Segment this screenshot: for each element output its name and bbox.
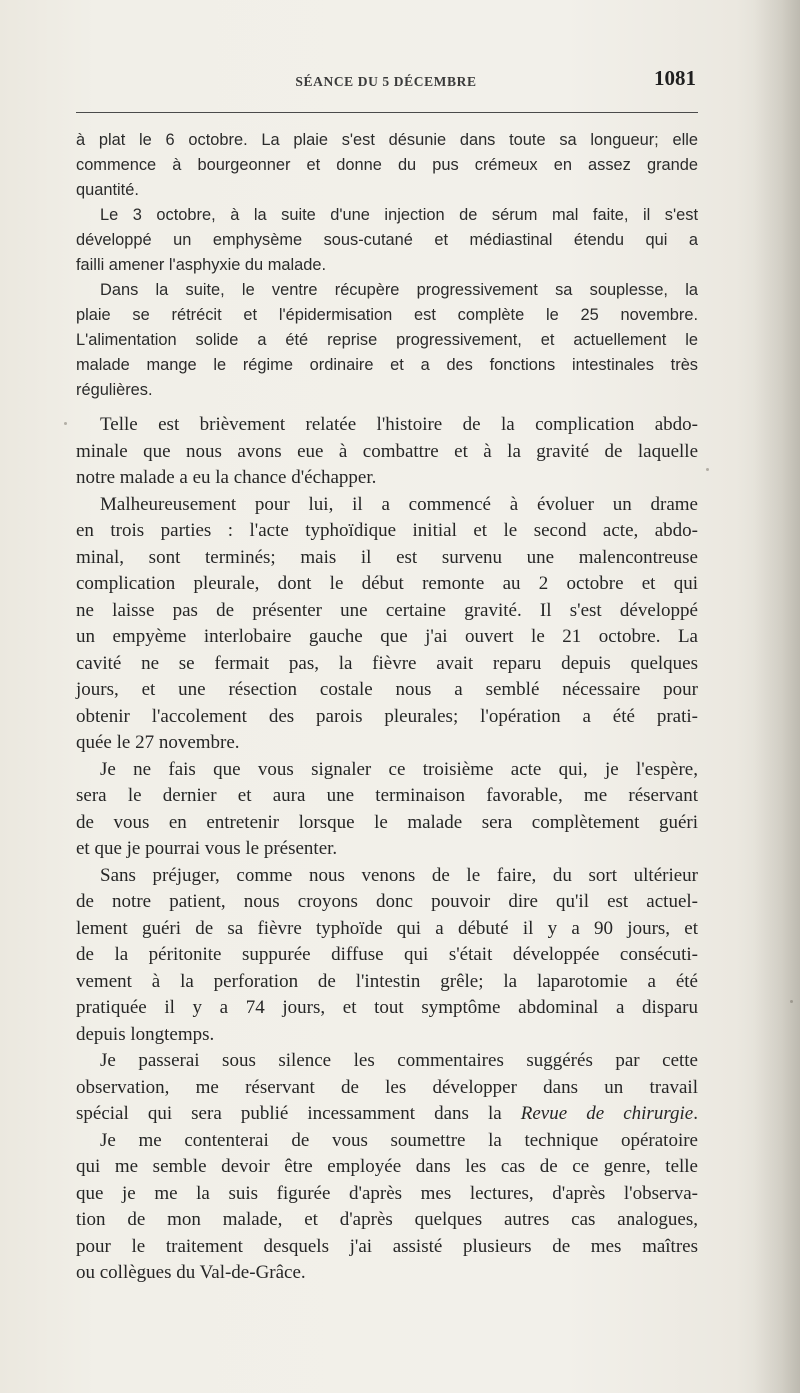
text-line: Telle est brièvement relatée l'histoire de la complication abdo- bbox=[100, 414, 698, 435]
text-line: ne laisse pas de présenter une certaine gravité. Il s'est développé bbox=[76, 599, 698, 621]
case-report-notes bbox=[76, 128, 698, 403]
page-number: 1081 bbox=[654, 66, 696, 90]
paragraph bbox=[76, 412, 698, 492]
text-line: malade mange le régime ordinaire et a des fonctions intestinales très bbox=[76, 356, 698, 374]
text-line: cavité ne se fermait pas, la fièvre avait reparu depuis quelques bbox=[76, 652, 698, 674]
scan-speck bbox=[790, 1000, 793, 1003]
running-title: SÉANCE DU 5 DÉCEMBRE bbox=[295, 74, 477, 89]
text-line: failli amener l'asphyxie du malade. bbox=[76, 256, 327, 274]
text-line: pour le traitement desquels j'ai assisté plusieurs de mes maîtres bbox=[76, 1235, 698, 1257]
text-line: vement à la perforation de l'intestin grêle; la laparotomie a été bbox=[76, 970, 698, 992]
text-line: de notre patient, nous croyons donc pouvoir dire qu'il est actuel- bbox=[76, 891, 698, 912]
text-line: minal, sont terminés; mais il est survenu une malencontreuse bbox=[76, 546, 698, 568]
paragraph bbox=[76, 278, 698, 403]
paragraph bbox=[76, 128, 698, 203]
text-line: Sans préjuger, comme nous venons de le faire, du sort ultérieur bbox=[100, 864, 698, 886]
text-line: tion de mon malade, et d'après quelques autres cas analogues, bbox=[76, 1209, 698, 1230]
text-run: . bbox=[693, 1103, 698, 1124]
text-line: pratiquée il y a 74 jours, et tout symptôme abdominal a disparu bbox=[76, 997, 698, 1018]
text-line: complication pleurale, dont le début remonte au 2 octobre et qui bbox=[76, 573, 698, 594]
text-line: en trois parties : l'acte typhoïdique initial et le second acte, abdo- bbox=[76, 520, 698, 541]
text-line: sera le dernier et aura une terminaison favorable, me réservant bbox=[76, 785, 698, 806]
text-line: régulières. bbox=[76, 381, 153, 399]
paragraph bbox=[76, 863, 698, 1049]
paragraph bbox=[76, 1128, 698, 1287]
journal-title: Revue de chirurgie bbox=[520, 1103, 694, 1124]
paragraph bbox=[76, 1048, 698, 1128]
text-line: depuis longtemps. bbox=[76, 1023, 215, 1045]
text-line: ou collègues du Val-de-Grâce. bbox=[76, 1262, 306, 1283]
text-line: quantité. bbox=[76, 181, 139, 199]
header-rule bbox=[76, 112, 698, 113]
text-line: notre malade a eu la chance d'échapper. bbox=[76, 467, 377, 488]
text-line: Je passerai sous silence les commentaires suggérés par cette bbox=[100, 1050, 698, 1071]
text-line: Dans la suite, le ventre récupère progressivement sa souplesse, la bbox=[100, 281, 698, 299]
text-line: développé un emphysème sous-cutané et médiastinal étendu qui a bbox=[76, 231, 698, 249]
text-line: de vous en entretenir lorsque le malade sera complètement guéri bbox=[76, 811, 698, 833]
paragraph bbox=[76, 203, 698, 278]
scan-speck bbox=[64, 422, 67, 425]
text-line: de la péritonite suppurée diffuse qui s'était développée consécuti- bbox=[76, 944, 698, 965]
text-line: commence à bourgeonner et donne du pus crémeux en assez grande bbox=[76, 156, 698, 174]
text-line: jours, et une résection costale nous a semblé nécessaire pour bbox=[76, 679, 698, 700]
page-header bbox=[76, 66, 696, 96]
text-line: que je me la suis figurée d'après mes lectures, d'après l'observa- bbox=[76, 1182, 698, 1204]
text-line: lement guéri de sa fièvre typhoïde qui a débuté il y a 90 jours, et bbox=[76, 917, 698, 939]
text-line: minale que nous avons eue à combattre et à la gravité de laquelle bbox=[76, 440, 698, 462]
text-line: Je ne fais que vous signaler ce troisième acte qui, je l'espère, bbox=[100, 758, 698, 780]
text-line: à plat le 6 octobre. La plaie s'est désunie dans toute sa longueur; elle bbox=[76, 131, 698, 149]
scan-speck bbox=[706, 468, 709, 471]
text-line: L'alimentation solide a été reprise progressivement, et actuellement le bbox=[76, 331, 698, 349]
text-line bbox=[76, 1101, 698, 1128]
text-line: Je me contenterai de vous soumettre la technique opératoire bbox=[100, 1129, 698, 1151]
text-run: spécial qui sera publié incessamment dans la bbox=[76, 1103, 521, 1124]
paragraph bbox=[76, 492, 698, 757]
text-line: qui me semble devoir être employée dans les cas de ce genre, telle bbox=[76, 1156, 698, 1177]
main-text bbox=[76, 412, 698, 1287]
text-line: Le 3 octobre, à la suite d'une injection de sérum mal faite, il s'est bbox=[100, 206, 698, 224]
text-line: Malheureusement pour lui, il a commencé à évoluer un drame bbox=[100, 493, 698, 515]
text-line: un empyème interlobaire gauche que j'ai ouvert le 21 octobre. La bbox=[76, 626, 698, 647]
text-line: quée le 27 novembre. bbox=[76, 732, 240, 753]
text-line: et que je pourrai vous le présenter. bbox=[76, 838, 338, 859]
text-line: plaie se rétrécit et l'épidermisation est complète le 25 novembre. bbox=[76, 306, 698, 324]
paragraph bbox=[76, 757, 698, 863]
text-line: observation, me réservant de les développer dans un travail bbox=[76, 1076, 698, 1098]
text-line: obtenir l'accolement des parois pleurales; l'opération a été prati- bbox=[76, 705, 698, 727]
